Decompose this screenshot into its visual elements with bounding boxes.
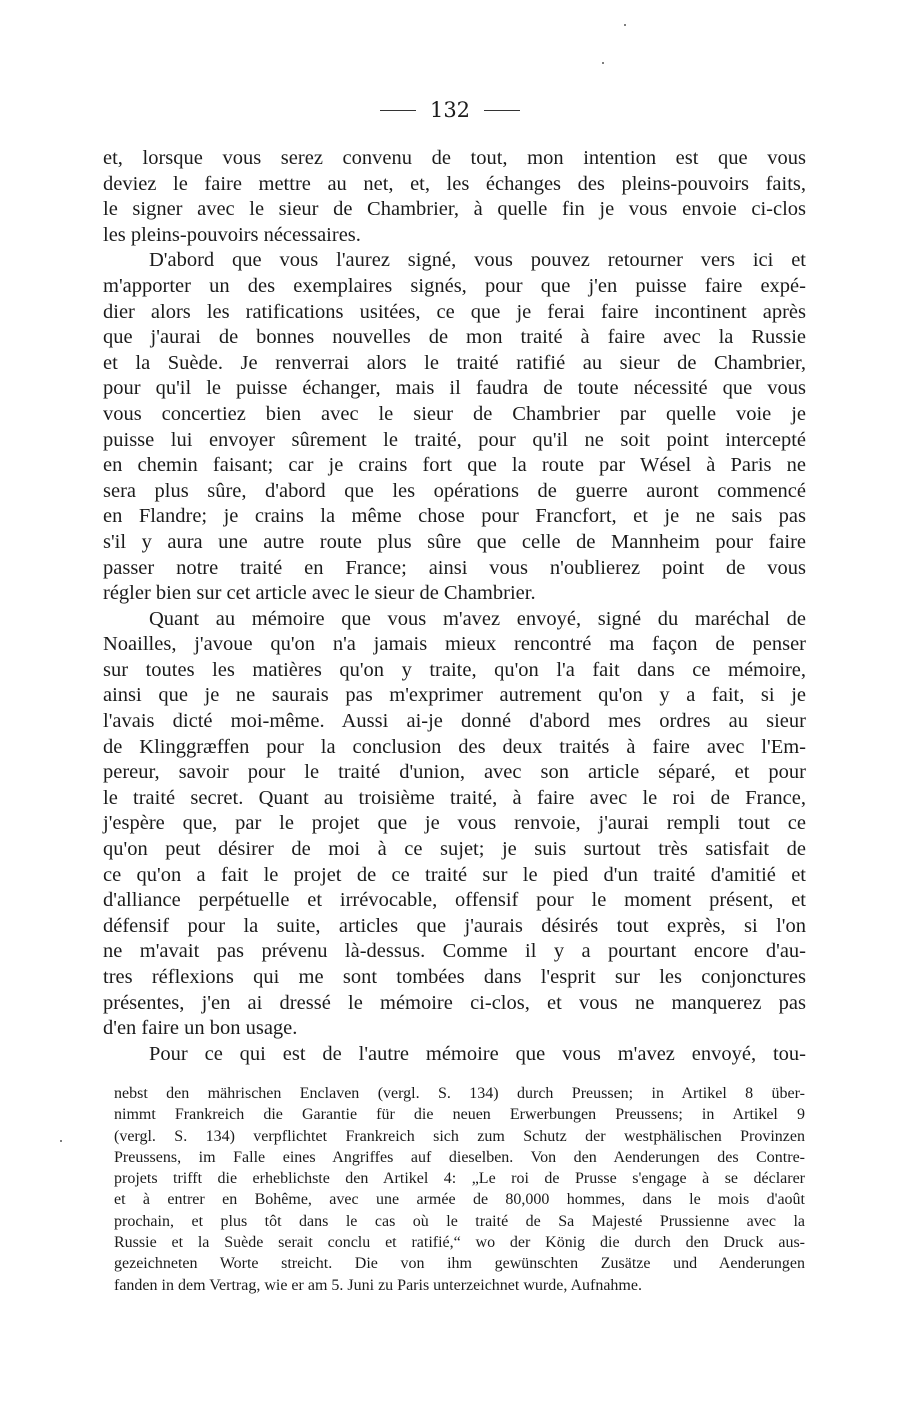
footnote-line: prochain, et plus tôt dans le cas où le traité de Sa Majesté Prussienne avec la bbox=[114, 1212, 805, 1230]
header-left-rule bbox=[380, 110, 416, 111]
text-line: que j'aurai de bonnes nouvelles de mon traité à faire avec la Russie bbox=[103, 326, 806, 349]
paragraph bbox=[103, 607, 806, 1042]
text-line: deviez le faire mettre au net, et, les échanges des pleins-pouvoirs faits, bbox=[103, 172, 806, 195]
text-line: sera plus sûre, d'abord que les opérations de guerre auront commencé bbox=[103, 479, 806, 502]
text-line: régler bien sur cet article avec le sieur de Chambrier. bbox=[103, 582, 536, 605]
text-line: dier alors les ratifications usitées, ce que je ferai faire incontinent après bbox=[103, 300, 806, 323]
text-line: en Flandre; je crains la même chose pour Francfort, et je ne sais pas bbox=[103, 505, 806, 528]
text-line: tres réflexions qui me sont tombées dans l'esprit sur les conjonctures bbox=[103, 966, 806, 988]
paragraph bbox=[103, 1042, 806, 1068]
page-header bbox=[0, 98, 900, 122]
scan-speck bbox=[60, 1140, 62, 1142]
footnote-line: fanden in dem Vertrag, wie er am 5. Juni zu Paris unterzeichnet wurde, Aufnahme. bbox=[114, 1276, 642, 1294]
text-line: sur toutes les matières qu'on y traite, qu'on l'a fait dans ce mémoire, bbox=[103, 658, 806, 681]
text-line: en chemin faisant; car je crains fort que la route par Wésel à Paris ne bbox=[103, 454, 806, 477]
footnote-block bbox=[114, 1083, 805, 1296]
text-line: défensif pour la suite, articles que j'aurais désirés tout exprès, si l'on bbox=[103, 914, 806, 937]
text-line: vous concertiez bien avec le sieur de Chambrier par quelle voie je bbox=[103, 402, 806, 425]
text-line: présentes, j'en ai dressé le mémoire ci-clos, et vous ne manquerez pas bbox=[103, 991, 806, 1014]
text-line: Noailles, j'avoue qu'on n'a jamais mieux rencontré ma façon de penser bbox=[103, 633, 806, 656]
text-line: pour qu'il le puisse échanger, mais il faudra de toute nécessité que vous bbox=[103, 377, 806, 400]
footnote-line: Preussens, im Falle eines Angriffes auf dieselben. Von den Aenderungen des Contre- bbox=[114, 1148, 805, 1166]
footnote-line: projets trifft die erheblichste den Artikel 4: „Le roi de Prusse s'engage à se déclarer bbox=[114, 1170, 805, 1188]
text-line: s'il y aura une autre route plus sûre que celle de Mannheim pour faire bbox=[103, 530, 806, 553]
scan-speck bbox=[602, 62, 604, 64]
text-line: puisse lui envoyer sûrement le traité, pour qu'il ne soit point intercepté bbox=[103, 428, 806, 451]
text-line: pereur, savoir pour le traité d'union, avec son article séparé, et pour bbox=[103, 761, 806, 784]
text-line: d'alliance perpétuelle et irrévocable, offensif pour le moment présent, et bbox=[103, 889, 806, 912]
text-line: D'abord que vous l'aurez signé, vous pouvez retourner vers ici et bbox=[149, 249, 806, 272]
text-line: qu'on peut désirer de moi à ce sujet; je suis surtout très satisfait de bbox=[103, 838, 806, 861]
footnote-line: nimmt Frankreich die Garantie für die neuen Erwerbungen Preussens; in Artikel 9 bbox=[114, 1106, 805, 1124]
text-line: Quant au mémoire que vous m'avez envoyé, signé du maréchal de bbox=[149, 607, 806, 630]
footnote-line: et à entrer en Bohême, avec une armée de 80,000 hommes, dans le mois d'août bbox=[114, 1191, 805, 1209]
text-line: ainsi que je ne saurais pas m'exprimer autrement qu'on y a fait, si je bbox=[103, 684, 806, 707]
text-line: ce qu'on a fait le projet de ce traité sur le pied d'un traité d'amitié et bbox=[103, 863, 806, 886]
text-line: de Klinggræffen pour la conclusion des deux traités à faire avec l'Em- bbox=[103, 735, 806, 758]
text-line: ne m'avait pas prévenu là-dessus. Comme il y a pourtant encore d'au- bbox=[103, 940, 806, 963]
text-line: Pour ce qui est de l'autre mémoire que vous m'avez envoyé, tou- bbox=[149, 1042, 806, 1065]
text-line: l'avais dicté moi-même. Aussi ai-je donné d'abord mes ordres au sieur bbox=[103, 710, 806, 733]
scan-speck bbox=[624, 24, 626, 26]
text-line: le signer avec le sieur de Chambrier, à quelle fin je vous envoie ci-clos bbox=[103, 198, 806, 221]
footnote-line: nebst den mährischen Enclaven (vergl. S. 134) durch Preussen; in Artikel 8 über- bbox=[114, 1085, 805, 1102]
text-line: le traité secret. Quant au troisième traité, à faire avec le roi de France, bbox=[103, 786, 806, 809]
page-number: 132 bbox=[429, 98, 471, 122]
text-line: j'espère que, par le projet que je vous renvoie, j'aurai rempli tout ce bbox=[103, 812, 806, 835]
body-text bbox=[103, 146, 806, 1067]
text-line: et, lorsque vous serez convenu de tout, mon intention est que vous bbox=[103, 147, 806, 169]
text-line: m'apporter un des exemplaires signés, pour que j'en puisse faire expé- bbox=[103, 274, 806, 297]
paragraph bbox=[103, 248, 806, 606]
text-line: et la Suède. Je renverrai alors le traité ratifié au sieur de Chambrier, bbox=[103, 351, 806, 374]
text-line: passer notre traité en France; ainsi vous n'oublierez point de vous bbox=[103, 556, 806, 579]
footnote-line: Russie et la Suède serait conclu et ratifié,“ wo der König die durch den Druck aus- bbox=[114, 1234, 805, 1252]
text-line: les pleins-pouvoirs nécessaires. bbox=[103, 223, 361, 246]
footnote-line: gezeichneten Worte streicht. Die von ihm gewünschten Zusätze und Aenderungen bbox=[114, 1255, 805, 1273]
footnote-line: (vergl. S. 134) verpflichtet Frankreich sich zum Schutz der westphälischen Provinzen bbox=[114, 1127, 805, 1145]
header-right-rule bbox=[484, 110, 520, 111]
paragraph bbox=[103, 146, 806, 248]
text-line: d'en faire un bon usage. bbox=[103, 1017, 298, 1040]
